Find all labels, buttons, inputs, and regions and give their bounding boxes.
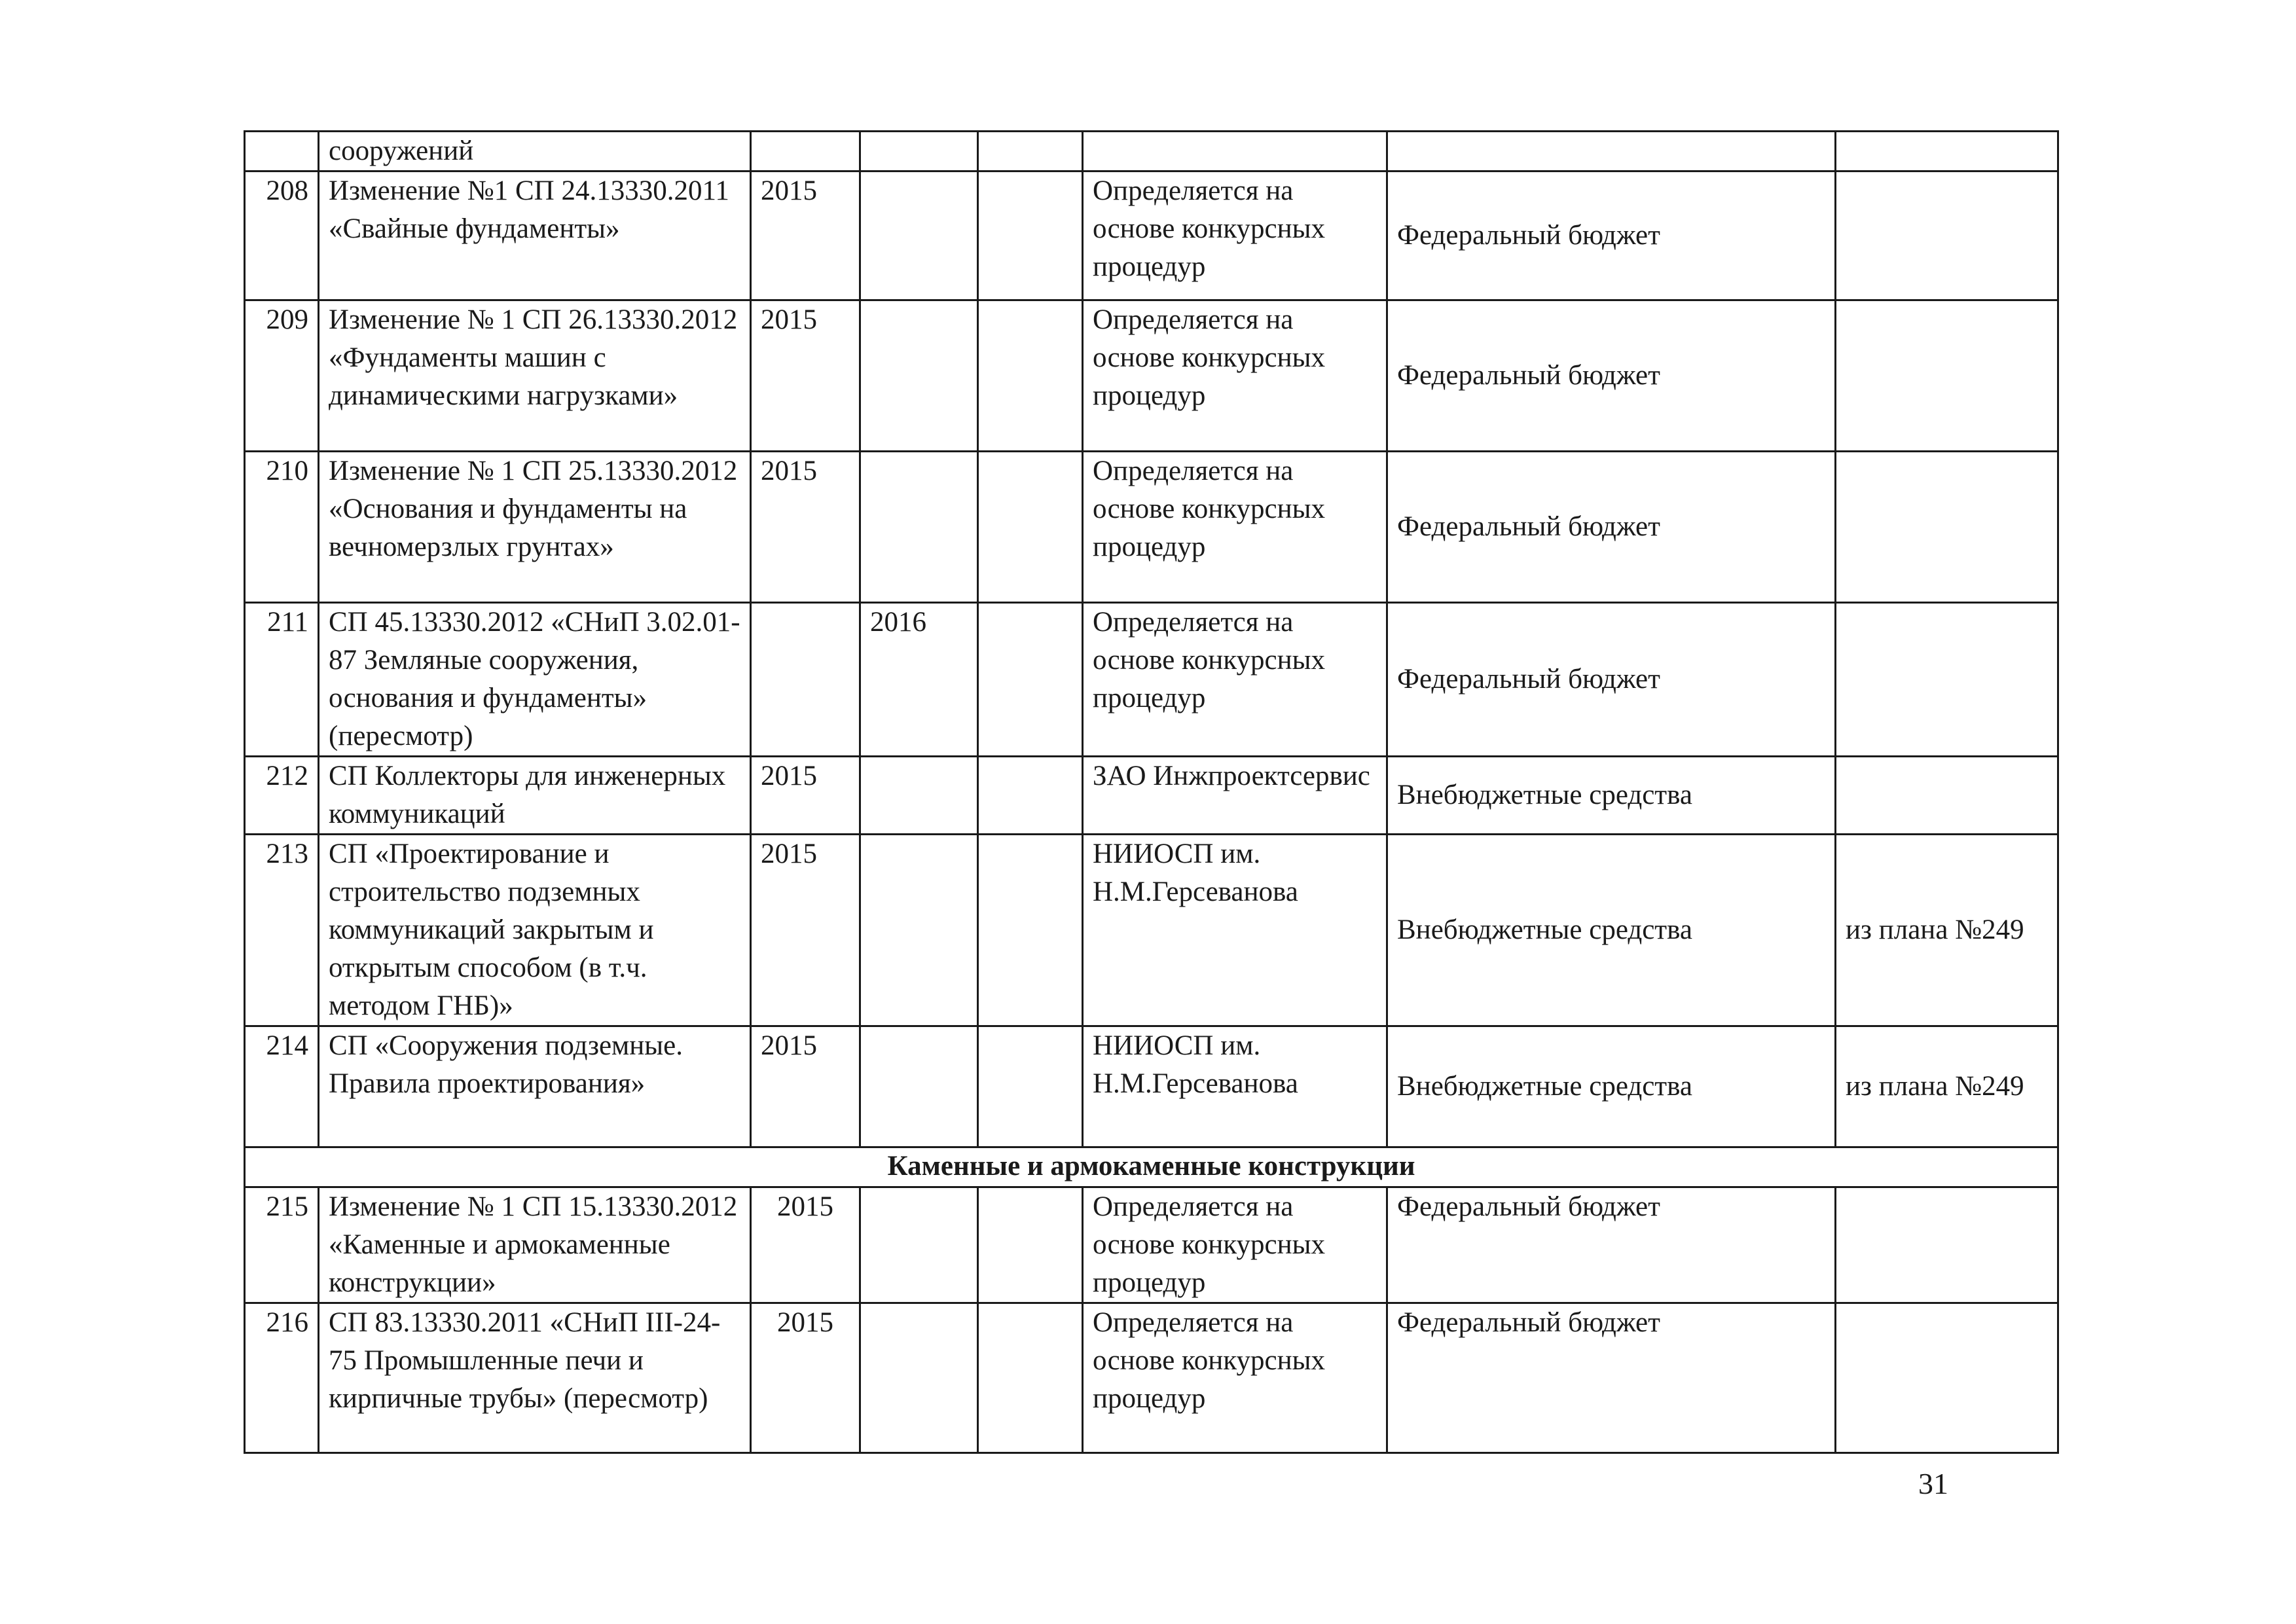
funding-cell: Федеральный бюджет — [1387, 300, 1836, 452]
empty-cell — [978, 1303, 1083, 1453]
table-row — [245, 603, 2058, 757]
year2-cell — [860, 452, 978, 603]
number-cell: 210 — [245, 452, 319, 603]
funding-cell: Федеральный бюджет — [1387, 1187, 1836, 1303]
empty-cell — [978, 835, 1083, 1026]
year2-cell — [860, 1303, 978, 1453]
funding-cell: Федеральный бюджет — [1387, 171, 1836, 300]
name-cell: СП «Сооружения подземные. Правила проектирования» — [319, 1026, 751, 1147]
table-row — [245, 835, 2058, 1026]
section-title: Каменные и армокаменные конструкции — [245, 1147, 2058, 1187]
number-cell: 213 — [245, 835, 319, 1026]
developer-cell: Определяется на основе конкурсных процедур — [1083, 171, 1387, 300]
note-cell — [1836, 171, 2058, 300]
name-cell: Изменение № 1 СП 25.13330.2012 «Основания и фундаменты на вечномерзлых грунтах» — [319, 452, 751, 603]
year1-cell — [751, 603, 860, 757]
developer-cell: НИИОСП им. Н.М.Герсеванова — [1083, 1026, 1387, 1147]
year1-cell: 2015 — [751, 835, 860, 1026]
year2-cell: 2016 — [860, 603, 978, 757]
number-cell: 215 — [245, 1187, 319, 1303]
number-cell — [245, 132, 319, 171]
table-row — [245, 300, 2058, 452]
name-cell: сооружений — [319, 132, 751, 171]
table-row — [245, 171, 2058, 300]
funding-cell — [1387, 132, 1836, 171]
funding-cell: Федеральный бюджет — [1387, 1303, 1836, 1453]
year2-cell — [860, 757, 978, 835]
funding-cell: Федеральный бюджет — [1387, 452, 1836, 603]
name-cell: СП «Проектирование и строительство подземных коммуникаций закрытым и открытым способом (в т.ч. методом ГНБ)» — [319, 835, 751, 1026]
year1-cell: 2015 — [751, 452, 860, 603]
year1-cell: 2015 — [751, 171, 860, 300]
table-row — [245, 132, 2058, 171]
year1-cell — [751, 132, 860, 171]
note-cell: из плана №249 — [1836, 835, 2058, 1026]
note-cell — [1836, 300, 2058, 452]
year1-cell: 2015 — [751, 300, 860, 452]
year1-cell: 2015 — [751, 1303, 860, 1453]
empty-cell — [978, 171, 1083, 300]
note-cell — [1836, 452, 2058, 603]
developer-cell: Определяется на основе конкурсных процедур — [1083, 1303, 1387, 1453]
funding-cell: Внебюджетные средства — [1387, 757, 1836, 835]
page-number: 31 — [1918, 1467, 1948, 1500]
number-cell: 211 — [245, 603, 319, 757]
note-cell — [1836, 603, 2058, 757]
empty-cell — [978, 757, 1083, 835]
developer-cell: Определяется на основе конкурсных процедур — [1083, 603, 1387, 757]
number-cell: 208 — [245, 171, 319, 300]
funding-cell: Внебюджетные средства — [1387, 835, 1836, 1026]
plan-table — [244, 130, 2059, 1454]
developer-cell: Определяется на основе конкурсных процедур — [1083, 300, 1387, 452]
developer-cell: Определяется на основе конкурсных процедур — [1083, 452, 1387, 603]
note-cell — [1836, 1303, 2058, 1453]
name-cell: Изменение №1 СП 24.13330.2011 «Свайные фундаменты» — [319, 171, 751, 300]
name-cell: СП 83.13330.2011 «СНиП III-24-75 Промышленные печи и кирпичные трубы» (пересмотр) — [319, 1303, 751, 1453]
name-cell: СП Коллекторы для инженерных коммуникаций — [319, 757, 751, 835]
name-cell: Изменение № 1 СП 15.13330.2012 «Каменные и армокаменные конструкции» — [319, 1187, 751, 1303]
name-cell: СП 45.13330.2012 «СНиП 3.02.01-87 Земляные сооружения, основания и фундаменты» (пересмотр) — [319, 603, 751, 757]
year2-cell — [860, 171, 978, 300]
number-cell: 209 — [245, 300, 319, 452]
note-cell — [1836, 757, 2058, 835]
funding-cell: Внебюджетные средства — [1387, 1026, 1836, 1147]
developer-cell — [1083, 132, 1387, 171]
table-row — [245, 1026, 2058, 1147]
developer-cell: НИИОСП им. Н.М.Герсеванова — [1083, 835, 1387, 1026]
note-cell: из плана №249 — [1836, 1026, 2058, 1147]
table-row — [245, 1303, 2058, 1453]
table-row — [245, 757, 2058, 835]
funding-cell: Федеральный бюджет — [1387, 603, 1836, 757]
year1-cell: 2015 — [751, 1026, 860, 1147]
year2-cell — [860, 1026, 978, 1147]
empty-cell — [978, 132, 1083, 171]
empty-cell — [978, 1026, 1083, 1147]
year2-cell — [860, 835, 978, 1026]
year2-cell — [860, 132, 978, 171]
table-row — [245, 1187, 2058, 1303]
number-cell: 212 — [245, 757, 319, 835]
year2-cell — [860, 300, 978, 452]
number-cell: 214 — [245, 1026, 319, 1147]
table-row — [245, 452, 2058, 603]
note-cell — [1836, 1187, 2058, 1303]
empty-cell — [978, 603, 1083, 757]
year1-cell: 2015 — [751, 1187, 860, 1303]
developer-cell: ЗАО Инжпроектсервис — [1083, 757, 1387, 835]
year2-cell — [860, 1187, 978, 1303]
empty-cell — [978, 300, 1083, 452]
note-cell — [1836, 132, 2058, 171]
empty-cell — [978, 452, 1083, 603]
developer-cell: Определяется на основе конкурсных процедур — [1083, 1187, 1387, 1303]
year1-cell: 2015 — [751, 757, 860, 835]
section-header-row — [245, 1147, 2058, 1187]
empty-cell — [978, 1187, 1083, 1303]
number-cell: 216 — [245, 1303, 319, 1453]
name-cell: Изменение № 1 СП 26.13330.2012 «Фундаменты машин с динамическими нагрузками» — [319, 300, 751, 452]
